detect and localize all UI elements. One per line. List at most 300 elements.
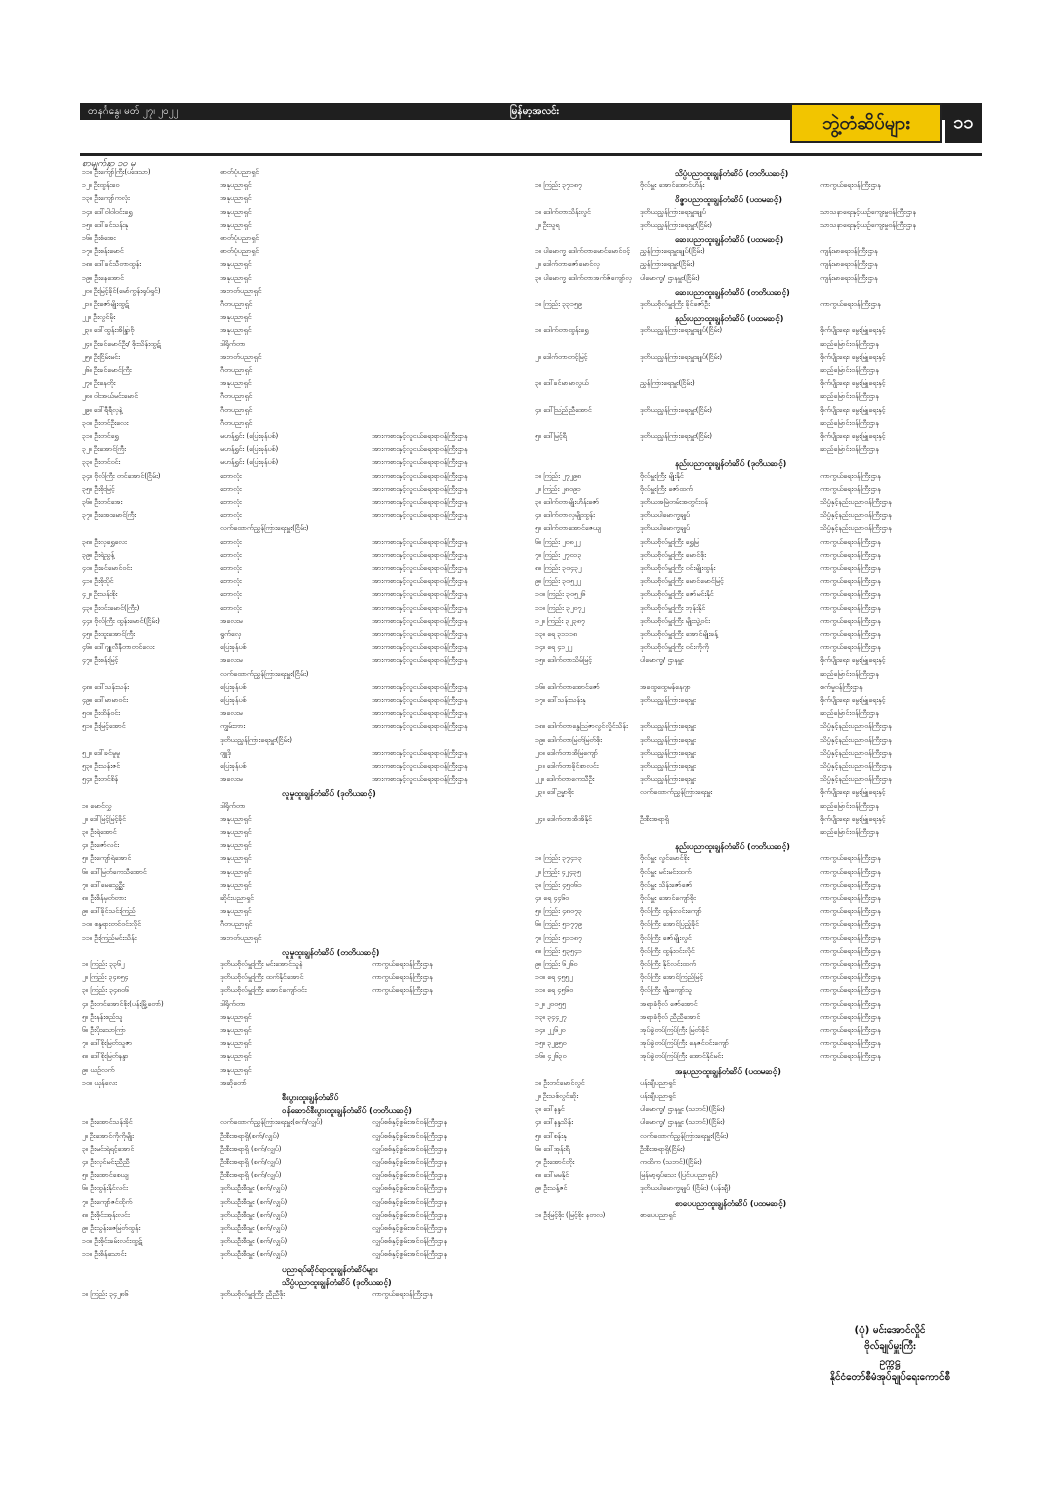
ministry-name: အားကစားနှင့်လူငယ်ရေးရာဝန်ကြီးဌာန	[372, 577, 468, 586]
position-title: ဒုတိယဦးစီးမှူး (စက်/လျှပ်)	[220, 1237, 288, 1246]
ministry-name: ကာကွယ်ရေးဝန်ကြီးဌာန	[372, 960, 433, 968]
recipient-name: ၇။ ဦးကျော်ဇင်ထိုက်	[82, 1197, 133, 1206]
position-title: ဗိုလ်ကြီး ဇော်မျိုးလွင်	[640, 933, 692, 942]
position-title: ပါမောက္ခ/ ဌာနမှူး	[640, 656, 684, 665]
position-title: လက်ထောက်ညွှန်ကြားရေးမှူး	[640, 788, 713, 797]
ministry-name: အားကစားနှင့်လူငယ်ရေးရာဝန်ကြီးဌာန	[372, 471, 468, 480]
ministry-name: ကာကွယ်ရေးဝန်ကြီးဌာန	[820, 577, 881, 586]
position-title: ဒုတိယဦးစီးမှူး (စက်/လျှပ်)	[220, 1224, 288, 1232]
recipient-name: ၅၀။ ဦးထိန်ဝင်း	[82, 709, 120, 718]
recipient-name: ၁၀။ ယုန်လေး	[82, 1078, 117, 1087]
position-title: အနုပညာရှင်	[220, 379, 252, 388]
ministry-name: ကာကွယ်ရေးဝန်ကြီးဌာန	[820, 946, 881, 955]
position-title: ဗိုလ်ကြီး မျိုးကျော်သူ	[640, 986, 692, 995]
category-heading: နည်းပညာထူးချွန်တံဆိပ် (ပထမဆင့်)	[675, 314, 784, 324]
recipient-name: ၁၀။ ရေ ၄၅၅၂	[535, 973, 573, 982]
recipient-name: ၅၂။ ဒေါ်ခင်မူမူ	[82, 748, 120, 757]
recipient-name: ၃၃။ ဦးတင်ဝင်း	[82, 458, 121, 467]
category-heading: စီးပွားထူးချွန်တံဆိပ်	[282, 1093, 339, 1102]
position-title: ဒုတိယဦးစီးမှူး (စက်/လျှပ်)	[220, 1250, 288, 1259]
recipient-name: ၁၆။ ဦးစံအေး	[82, 234, 116, 242]
recipient-name: ၉။ ကြည်း ၃၀၅၂၂	[535, 577, 581, 586]
recipient-name: ၄၀။ ဦးခင်မောင်ဝင်း	[82, 564, 132, 572]
ministry-name: ကျန်းမာရေးဝန်ကြီးဌာန	[820, 273, 878, 282]
position-title: အနုပညာရှင်	[220, 907, 252, 916]
recipient-name: ၁၁။ ဦးစိန်သောင်း	[82, 1250, 127, 1259]
recipient-name: ၅။ ဒေါက်တာအောင်ဇေယျ	[535, 524, 601, 533]
page-number: ၁၁	[945, 103, 982, 143]
category-heading: ဝိဇ္ဇာပညာထူးချွန်တံဆိပ် (ပထမဆင့်)	[675, 195, 783, 205]
recipient-name: ၁၅။ ဒေါ်ခင်သန်းနု	[82, 220, 129, 229]
recipient-name: ၁၂။ ဦးထွန်းဝေ	[82, 181, 120, 190]
position-title: ဂီတပညာရှင်	[220, 392, 253, 401]
recipient-name: ၅။ ကြည်း ၄၈၀၇၃	[535, 907, 582, 916]
recipient-name: ၁၆။ ၄၂၆၃၀	[535, 1052, 567, 1061]
ministry-name: စိုက်ပျိုးရေး၊ မွေးမြူရေးနှင့်	[820, 656, 886, 665]
recipient-name: ၂၃။ ဒေါ်ထွန်းအိန္ဒြာဗို	[82, 326, 135, 335]
recipient-name: ၆။ ကြည်း ၅၁၇၇၉	[535, 920, 582, 929]
recipient-name: ၃။ ဒေါ်ခင်မာမာလွယ်	[535, 379, 589, 388]
position-title: ဂီတပညာရှင်	[220, 418, 253, 427]
ministry-name: ကာကွယ်ရေးဝန်ကြီးဌာန	[820, 181, 881, 190]
ministry-name: ဆည်မြောင်းဝန်ကြီးဌာန	[820, 366, 879, 374]
recipient-name: ၅။ ဦးကျော်ရဲအောင်	[82, 854, 132, 863]
category-heading: ဆေးပညာထူးချွန်တံဆိပ် (တတိယဆင့်)	[675, 287, 790, 297]
position-title: အုပ်ခွဲတပ်ကြပ်ကြီး နေဇင်ဝင်းကျော်	[640, 1039, 729, 1048]
position-title: ဗိုလ်မှူး အောင်ကျော်စိုး	[640, 894, 696, 902]
position-title: ဒုတိယညွှန်ကြားရေးမှူး	[640, 762, 696, 770]
position-title: လက်ထောက်ညွှန်ကြားရေးမှူး(ငြိမ်း)	[220, 669, 309, 678]
position-title: ဒါရိုက်တာ	[220, 801, 246, 810]
recipient-name: ၁၄။ ရေ ၄၁၂၂	[535, 643, 573, 652]
ministry-name: သိပ္ပံနှင့်နည်းပညာဝန်ကြီးဌာန	[820, 498, 892, 506]
recipient-name: ၂။ ဦးအောင်ကိုကိုမျိုး	[82, 1131, 134, 1140]
recipient-name: ၂၁။ ဦးဇော်မျိုးထွဋ်	[82, 300, 129, 308]
ministry-name: ဆည်မြောင်းဝန်ကြီးဌာန	[820, 445, 879, 454]
recipient-name: ၁၁။ ဦးကြည်မင်းသိန်း	[82, 933, 137, 942]
recipient-name: ၂၈။ ဝါးအယ်မင်းမောင်	[82, 392, 139, 401]
ministry-name: အားကစားနှင့်လူငယ်ရေးရာဝန်ကြီးဌာန	[372, 630, 468, 638]
ministry-name: ကာကွယ်ရေးဝန်ကြီးဌာန	[820, 973, 881, 982]
ministry-name: စိုက်ပျိုးရေး၊ မွေးမြူရေးနှင့်	[820, 352, 886, 361]
ministry-name: အားကစားနှင့်လူငယ်ရေးရာဝန်ကြီးဌာန	[372, 458, 468, 467]
ministry-name: စိုက်ပျိုးရေး၊ မွေးမြူရေးနှင့်	[820, 379, 886, 388]
recipient-name: ၈။ ဒေါ်မမနိုင်	[535, 1171, 570, 1180]
section-title-box	[790, 103, 942, 143]
position-title: ပြေးခုန်ပစ်	[220, 696, 247, 704]
position-title: အရာခံဗိုလ် ဇော်အောင်	[640, 999, 698, 1008]
ministry-name: ဆည်မြောင်းဝန်ကြီးဌာန	[820, 801, 879, 810]
position-title: ဒုတိယဗိုလ်မှူးကြီး ရွှေမြ	[640, 537, 699, 546]
signature-council: နိုင်ငံတော်စီမံအုပ်ချုပ်ရေးကောင်စီ	[829, 1372, 951, 1383]
ministry-name: ဆည်မြောင်းဝန်ကြီးဌာန	[820, 392, 879, 401]
ministry-name: သိပ္ပံနှင့်နည်းပညာဝန်ကြီးဌာန	[820, 735, 892, 744]
recipient-name: ၃၈။ ဦးလှရွှေလေး	[82, 537, 127, 546]
recipient-name: ၃။ ကြည်း ၄၅၀၆၁	[535, 880, 582, 889]
recipient-name: ၁။ ဦးတင်မောင်လွင်	[535, 1078, 585, 1087]
ministry-name: လျှပ်စစ်နှင့်စွမ်းအင်ဝန်ကြီးဌာန	[372, 1118, 448, 1127]
signature-title: ဥက္ကဋ္ဌ	[879, 1357, 901, 1368]
recipient-name: ၂။ ကြည်း ၄၂၄၃၅	[535, 867, 581, 876]
recipient-name: ၂။ ဒေါက်တာတင့်မြင့်	[535, 352, 588, 361]
position-title: ဘောလုံး	[220, 603, 242, 612]
position-title: အဘတ်ပညာရှင်	[220, 286, 262, 295]
recipient-name: ၅၁။ ဦးမြင့်အောင်	[82, 722, 126, 731]
recipient-name: ၄။ ဒေါက်တာလှမျိုးထွန်း	[535, 511, 595, 520]
recipient-name: ၁၂။ ၂၀၀၅၅	[535, 999, 566, 1008]
position-title: အဘတ်ပညာရှင်	[220, 933, 262, 942]
ministry-name: လျှပ်စစ်နှင့်စွမ်းအင်ဝန်ကြီးဌာန	[372, 1237, 448, 1246]
recipient-name: ၁၀။ စန္ဒရားတင်ဝင်းလိုင်	[82, 920, 142, 929]
position-title: ဦးစီးအရာရှိ (စက်/လျှပ်)	[220, 1158, 282, 1166]
ministry-name: လျှပ်စစ်နှင့်စွမ်းအင်ဝန်ကြီးဌာန	[372, 1158, 448, 1166]
recipient-name: ၃၂။ ဦးအောင်ကြီး	[82, 445, 126, 454]
ministry-name: ကာကွယ်ရေးဝန်ကြီးဌာန	[820, 603, 881, 612]
position-title: ဒုတိယညွှန်ကြားရေးမှူး	[640, 775, 696, 784]
category-heading: ဆေးပညာထူးချွန်တံဆိပ် (ပထမဆင့်)	[675, 235, 784, 244]
position-title: အနုပညာရှင်	[220, 1065, 252, 1074]
recipient-name: ၁။ ကြည်း ၃၃၁၅၉	[535, 300, 582, 308]
recipient-name: ၂၃။ ဒေါ်ဥမ္မာစိုး	[535, 788, 574, 797]
recipient-name: ၄။ ဦးလှင်မင်းညီညီ	[82, 1158, 130, 1166]
position-title: ဗိုလ်မှူး အောင်အောင်ဟိန်း	[640, 181, 705, 190]
recipient-name: ၃။ ပါမောက္ခ ဒေါက်တာအက်ဇ်ကျော်လှ	[535, 273, 632, 282]
recipient-name: ၉။ ယဉ်လက်	[82, 1065, 115, 1074]
recipient-name: ၁။ ကြည်း ၃၇၄၁၃	[535, 854, 582, 863]
position-title: စာပေပညာရှင်	[640, 1210, 677, 1219]
ministry-name: သိပ္ပံနှင့်နည်းပညာဝန်ကြီးဌာန	[820, 524, 892, 533]
position-title: အနုပညာရှင်	[220, 1052, 252, 1061]
recipient-name: ၈။ ဒေါ်စိုးမြတ်နန္ဒာ	[82, 1052, 129, 1061]
position-title: ဘောလုံး	[220, 484, 242, 493]
ministry-name: လျှပ်စစ်နှင့်စွမ်းအင်ဝန်ကြီးဌာန	[372, 1131, 448, 1140]
position-title: ဘောလုံး	[220, 511, 242, 520]
position-title: ဘောလုံး	[220, 564, 242, 572]
position-title: ဗိုလ်မှူး သိန်းဇော်ဇော်	[640, 880, 693, 889]
ministry-name: ကာကွယ်ရေးဝန်ကြီးဌာန	[820, 960, 881, 968]
ministry-name: ကာကွယ်ရေးဝန်ကြီးဌာန	[820, 1052, 881, 1061]
recipient-name: ၂၉။ ဒေါ်ရီရီလှနဲ့	[82, 405, 123, 414]
position-title: ဒုတိယဗိုလ်မှူးကြီး မောင်စိုး	[640, 550, 706, 559]
position-title: ဒုတိယညွှန်ကြားရေးမှူး(ငြိမ်း)	[220, 735, 293, 744]
ministry-name: လျှပ်စစ်နှင့်စွမ်းအင်ဝန်ကြီးဌာန	[372, 1210, 448, 1219]
position-title: ဗိုလ်မှူး မင်းမင်းထက်	[640, 867, 692, 876]
position-title: အနုပညာရှင်	[220, 880, 252, 889]
ministry-name: စိုက်ပျိုးရေး၊ မွေးမြူရေးနှင့်	[820, 788, 886, 797]
category-heading: လူမှုထူးချွန်တံဆိပ် (တတိယဆင့်)	[282, 947, 380, 957]
category-heading: နည်းပညာထူးချွန်တံဆိပ် (ဒုတိယဆင့်)	[675, 459, 787, 469]
recipient-name: ၁၅။ ဒေါက်တာသိမ်မြင့်	[535, 656, 592, 665]
position-title: အနုပညာရှင်	[220, 1012, 252, 1021]
ministry-name: ကာကွယ်ရေးဝန်ကြီးဌာန	[820, 643, 881, 652]
recipient-name: ၄၆။ ဒေါ်ဂျူလီနီတာတင်လေး	[82, 643, 155, 652]
position-title: ဒုတိယဗိုလ်မှူးကြီး အောင်မျိုးခန့်	[640, 630, 718, 638]
recipient-name: ၁၃။ ဦးကျော်ကလုံး	[82, 194, 130, 203]
ministry-name: အားကစားနှင့်လူငယ်ရေးရာဝန်ကြီးဌာန	[372, 511, 468, 520]
recipient-name: ၁။ ဦးအောင်သန်းခိုင်	[82, 1118, 133, 1127]
position-title: ဒုတိယဗိုလ်မှူးကြီး မျိုးသွဲ့ဝင်း	[640, 616, 710, 625]
position-title: အနုပညာရှင်	[220, 273, 252, 282]
ministry-name: ဆည်မြောင်းဝန်ကြီးဌာန	[820, 669, 879, 678]
ministry-name: သိပ္ပံနှင့်နည်းပညာဝန်ကြီးဌာန	[820, 748, 892, 757]
signature-name: (ပုံ) မင်းအောင်လှိုင်	[854, 1325, 926, 1336]
position-title: ဓာတ်ပုံပညာရှင်	[220, 247, 260, 256]
position-title: ပြေးခုန်ပစ်	[220, 682, 247, 691]
recipient-name: ၅။ ဒေါ်မြင့်ရီ	[535, 432, 567, 440]
position-title: ပြေးခုန်ပစ်	[220, 643, 247, 652]
position-title: အနုပညာရှင်	[220, 194, 252, 203]
ministry-name: ကာကွယ်ရေးဝန်ကြီးဌာန	[820, 867, 881, 876]
position-title: အထွေထွေမန်နေဂျာ	[640, 682, 691, 691]
position-title: အနုပညာရှင်	[220, 326, 252, 335]
ministry-name: အားကစားနှင့်လူငယ်ရေးရာဝန်ကြီးဌာန	[372, 550, 468, 559]
ministry-name: ကျန်းမာရေးဝန်ကြီးဌာန	[820, 247, 878, 256]
position-title: ဒုတိယညွှန်ကြားရေးမှူး	[640, 696, 696, 704]
recipient-name: ၂။ ကြည်း ၃၄၈၅၄	[82, 973, 129, 982]
recipient-name: ၂၄။ ဒေါက်တာအိအိနိုင်	[535, 814, 593, 823]
position-title: အနုပညာရှင်	[220, 1026, 252, 1034]
recipient-name: ၆။ ဦးထွန်းနိုင်လင်း	[82, 1184, 128, 1193]
position-title: ဦးစီးအရာရှိ(ငြိမ်း)	[640, 1144, 686, 1153]
ministry-name: လျှပ်စစ်နှင့်စွမ်းအင်ဝန်ကြီးဌာန	[372, 1171, 448, 1180]
recipient-name: ၃၀။ ဦးတင်ဦးလေး	[82, 418, 129, 427]
position-title: ဒါရိုက်တာ	[220, 339, 246, 348]
recipient-name: ၁၃။ ရေ ၃၁၁၁၈	[535, 630, 578, 638]
position-title: အနုပညာရှင်	[220, 207, 252, 216]
ministry-name: ကာကွယ်ရေးဝန်ကြီးဌာန	[372, 973, 433, 982]
recipient-name: ၁၄။ ၂၂၆၂၀	[535, 1026, 566, 1034]
signature-rank: ဗိုလ်ချုပ်မှူးကြီး	[864, 1341, 916, 1352]
recipient-name: ၁။ ကြည်း ၃၃၆၂	[82, 960, 125, 968]
position-title: ဂီတပညာရှင်	[220, 920, 253, 929]
ministry-name: အားကစားနှင့်လူငယ်ရေးရာဝန်ကြီးဌာန	[372, 748, 468, 757]
recipient-name: ၃။ ဒေါ်နန္ဒင်	[535, 1105, 565, 1114]
position-title: ဒုတိယဗိုလ်မှူးကြီး ခိုင်ဇော်ဦး	[640, 300, 710, 308]
recipient-name: ၈။ ကြည်း ၅၃၅၄၁	[535, 946, 582, 955]
position-title: ဒုတိယဗိုလ်မှူးကြီး ဝင်းကိုကို	[640, 643, 709, 652]
position-title: ပန်းချီပညာရှင်	[640, 1078, 676, 1087]
ministry-name: သိပ္ပံနှင့်နည်းပညာဝန်ကြီးဌာန	[820, 762, 892, 770]
position-title: ဓာတ်ပုံပညာရှင်	[220, 168, 260, 176]
position-title: ကထိက (သဘင်)(ငြိမ်း)	[640, 1158, 702, 1166]
position-title: ဒုတိယဗိုလ်မှူးကြီး ဘုန်းနိုင်	[640, 603, 706, 612]
category-heading: အနုပညာထူးချွန်တံဆိပ် (ပထမဆင့်)	[675, 1066, 781, 1076]
ministry-name: လျှပ်စစ်နှင့်စွမ်းအင်ဝန်ကြီးဌာန	[372, 1250, 448, 1259]
recipient-name: ၁။ ကြည်း ၃၄၂၈၆	[82, 1290, 129, 1298]
recipient-name: ၇။ ဒေါ်မေသွေဥ္ဘီး	[82, 880, 125, 889]
position-title: အနုပညာရှင်	[220, 1039, 252, 1048]
category-heading: စာပေပညာထူးချွန်တံဆိပ် (ပထမဆင့်)	[675, 1198, 787, 1208]
position-title: မဟန်ရွှင်း (ပြေးခုန်ပစ်)	[220, 458, 279, 467]
position-title: မြန်မာ့ရုပ်သေး (ပြင်ပပညာရှင်)	[640, 1171, 719, 1180]
ministry-name: အားကစားနှင့်လူငယ်ရေးရာဝန်ကြီးဌာန	[372, 498, 468, 506]
position-title: အနုပညာရှင်	[220, 814, 252, 823]
category-heading: သိပ္ပံပညာထူးချွန်တံဆိပ် (ဒုတိယဆင့်)	[282, 1277, 392, 1287]
recipient-name: ၂၀။ ဒေါက်တာအိမြကျော်	[535, 748, 598, 757]
ministry-name: ကာကွယ်ရေးဝန်ကြီးဌာန	[820, 894, 881, 902]
section-title: ဘွဲ့တံဆိပ်များ	[822, 113, 910, 134]
position-title: ညွှန်ကြားရေးမှူး(ငြိမ်း)	[640, 379, 695, 388]
ministry-name: သာသနာရေးနှင့်ယဉ်ကျေးမှုဝန်ကြီးဌာန	[820, 207, 916, 216]
ministry-name: သိပ္ပံနှင့်နည်းပညာဝန်ကြီးဌာန	[820, 775, 892, 784]
recipient-name: ၄၈။ ဒေါ်သန်းသန်း	[82, 682, 129, 691]
ministry-name: ကာကွယ်ရေးဝန်ကြီးဌာန	[820, 920, 881, 929]
recipient-name: ၁၁။ ဦးကျော်ကြီး(ပဒေသာ)	[82, 168, 151, 176]
recipient-name: ၅။ ဦးအောင်စေယျ	[82, 1171, 129, 1180]
position-title: ဒုတိယဗိုလ်မှူးကြီး ဝင်းမျိုးထွန်း	[640, 564, 716, 572]
position-title: ဗိုလ်မှူးကြီး မျိုးနိုင်	[640, 471, 684, 480]
recipient-name: ၁၀။ ဦးစိုင်းခမ်းလင်းထွဋ်	[82, 1237, 143, 1246]
recipient-name: ၁၇။ ဦးစန်းမောင်	[82, 247, 124, 256]
ministry-name: အားကစားနှင့်လူငယ်ရေးရာဝန်ကြီးဌာန	[372, 445, 468, 454]
recipient-name: ၁၁။ ကြည်း ၃၂၀၇၂	[535, 603, 585, 612]
ministry-name: အားကစားနှင့်လူငယ်ရေးရာဝန်ကြီးဌာန	[372, 656, 468, 665]
position-title: ဒုတိယညွှန်ကြားရေးမှူး(ငြိမ်း)	[640, 405, 713, 414]
recipient-name: ၁၉။ ဦးနေအောင်	[82, 273, 125, 282]
position-title: ဒုတိယညွှန်ကြားရေးမှူးချုပ်(ငြိမ်း)	[640, 352, 723, 361]
category-heading: နည်းပညာထူးချွန်တံဆိပ် (တတိယဆင့်)	[675, 842, 790, 852]
recipient-name: ၅။ ဦးနန်းစည်သူ	[82, 1012, 123, 1021]
recipient-name: ၉။ ကြည်း ၆၂၆၀	[535, 960, 578, 968]
position-title: ဒုတိယပါမောက္ခချုပ်	[640, 524, 691, 533]
position-title: လက်ထောက်ညွှန်ကြားရေးမှူး(စက်/လျှပ်)	[220, 1118, 323, 1127]
position-title: ပါမောက္ခ/ ဌာနမှူး(ငြိမ်း)	[640, 273, 700, 282]
recipient-name: ၉။ ဦးသန့်ဇင်	[535, 1184, 568, 1193]
recipient-name: ၂၂။ ဦးလွင်မိုး	[82, 313, 116, 322]
recipient-name: ၈။ ဦးစိန်မှတ်တား	[82, 894, 126, 902]
category-heading: ပညာရပ်ဆိုင်ရာထူးချွန်တံဆိပ်များ	[282, 1264, 378, 1274]
position-title: ဒုတိယဦးစီးမှူး (စက်/လျှပ်)	[220, 1210, 288, 1219]
ministry-name: ဆည်မြောင်းဝန်ကြီးဌာန	[820, 339, 879, 348]
recipient-name: ၇။ ကြည်း ၅၁၁၈၇	[535, 933, 582, 942]
recipient-name: ၁။ ဒေါက်တာသိန်းလွင်	[535, 207, 591, 216]
recipient-name: ၈။ ကြည်း ၃၀၄၃၂	[535, 564, 582, 572]
recipient-name: ၁၈။ ဒေါက်တာနွေဩဇာလွင်လှိုင်သိန်း	[535, 722, 628, 731]
position-title: ဒါရိုက်တာ	[220, 999, 246, 1008]
position-title: ဒုတိယညွှန်ကြားရေးမှူး(ငြိမ်း)	[640, 432, 713, 440]
recipient-name: ၁၆။ ဒေါက်တာအောင်ဇော်	[535, 682, 600, 691]
position-title: ဒုတိယဗိုလ်မှူးကြီး မောင်မောင်မြင့်	[640, 577, 724, 586]
position-title: ဗိုလ်ကြီး အောင်ကြည်မြင့်	[640, 973, 704, 982]
ministry-name: ကာကွယ်ရေးဝန်ကြီးဌာန	[820, 537, 881, 546]
recipient-name: ၂။ ဦးသူရ	[535, 220, 560, 229]
ministry-name: အားကစားနှင့်လူငယ်ရေးရာဝန်ကြီးဌာန	[372, 590, 468, 599]
recipient-name: ၆။ ဒေါ်အုန်းရီ	[535, 1144, 570, 1153]
ministry-name: အားကစားနှင့်လူငယ်ရေးရာဝန်ကြီးဌာန	[372, 643, 468, 652]
position-title: ဘောလုံး	[220, 550, 242, 559]
recipient-name: ၁၂။ ကြည်း ၃၂၃၈၇	[535, 616, 585, 625]
recipient-name: ၄။ ဦးတင်အောင်စိုး(ပန်းမြို့တော်)	[82, 999, 164, 1008]
position-title: ဒုတိယညွှန်ကြားရေးမှူး	[640, 722, 696, 731]
recipient-name: ၄၂။ ဦးသန်းစိုး	[82, 590, 118, 599]
newspaper-name: မြန်မာ့အလင်း	[510, 106, 560, 117]
recipient-name: ၇။ ဦးအောင်တိုး	[535, 1158, 575, 1166]
position-title: ဦးစီးအရာရှိ (စက်/လျှပ်)	[220, 1171, 282, 1180]
position-title: ဂျူဒို	[220, 748, 231, 757]
category-heading: ဝန်ဆောင်စီးပွားထူးချွန်တံဆိပ် (တတိယဆင့်)	[282, 1106, 412, 1116]
position-title: ဒုတိယညွှန်ကြားရေးမှူး	[640, 748, 696, 757]
position-title: ဒုတိယပါမောက္ခချုပ်	[640, 511, 691, 520]
recipient-name: ၄၃။ ဦးဝင်းမောင်(ကြီး)	[82, 603, 140, 612]
recipient-name: ၂။ ဒေါ်မြင့်မြင့်ခိုင်	[82, 814, 127, 823]
position-title: ဦးစီးအရာရှိ	[640, 814, 669, 823]
position-title: ညွှန်ကြားရေးမှူးချုပ်(ငြိမ်း)	[640, 247, 705, 256]
position-title: ဘောလုံး	[220, 577, 242, 586]
recipient-name: ၅၃။ ဦးသန်းဇင်	[82, 762, 121, 770]
recipient-name: ၃၁။ ဦးတင်ရွှေ	[82, 432, 119, 440]
recipient-name: ၂၅။ ဦးငြိမ်းမင်း	[82, 352, 120, 361]
position-title: ဗိုလ်မှူး လွင်မောင်စိုး	[640, 854, 690, 863]
ministry-name: ကာကွယ်ရေးဝန်ကြီးဌာန	[820, 616, 881, 625]
ministry-name: ကာကွယ်ရေးဝန်ကြီးဌာန	[820, 590, 881, 599]
ministry-name: ကာကွယ်ရေးဝန်ကြီးဌာန	[820, 854, 881, 863]
recipient-name: ၄၄။ ဗိုလ်ကြီး ထွန်းမောင်(ငြိမ်း)	[82, 616, 160, 625]
position-title: ညွှန်ကြားရေးမှူး(ငြိမ်း)	[640, 260, 695, 269]
position-title: ဒုတိယဗိုလ်မှူးကြီး ဇော်မင်းနိုင်	[640, 590, 714, 599]
ministry-name: သိပ္ပံနှင့်နည်းပညာဝန်ကြီးဌာန	[820, 722, 892, 731]
ministry-name: ကာကွယ်ရေးဝန်ကြီးဌာန	[820, 986, 881, 995]
position-title: အလေးမ	[220, 656, 243, 665]
ministry-name: ကာကွယ်ရေးဝန်ကြီးဌာန	[820, 880, 881, 889]
recipient-name: ၂။ ကြည်း ၂၈၀၉၁	[535, 484, 581, 493]
ministry-name: ကာကွယ်ရေးဝန်ကြီးဌာန	[820, 999, 881, 1008]
position-title: ဒုတိယဦးစီးမှူး (စက်/လျှပ်)	[220, 1197, 288, 1206]
recipient-name: ၂၂။ ဒေါက်တာကေသီဦး	[535, 775, 595, 784]
position-title: ဒုတိယပါမောက္ခချုပ် (ငြိမ်း) (ပန်းချီ)	[640, 1184, 731, 1193]
recipient-name: ၁၃။ ၃၄၄၂၇	[535, 1012, 567, 1021]
recipient-name: ၄၁။ ဦးစိုးပိုင်	[82, 577, 114, 586]
ministry-name: ဆည်မြောင်းဝန်ကြီးဌာန	[820, 828, 879, 836]
ministry-name: စိုက်ပျိုးရေး၊ မွေးမြူရေးနှင့်	[820, 814, 886, 823]
recipient-name: ၂။ ဒေါက်တာဇော်မောင်လှ	[535, 260, 600, 269]
recipient-name: ၂၇။ ဦးနေတိုး	[82, 379, 116, 388]
ministry-name: ကာကွယ်ရေးဝန်ကြီးဌာန	[820, 300, 881, 308]
recipient-name: ၂။ ဦးသစ်လွင်ဆိုး	[535, 1092, 579, 1100]
ministry-name: စိုက်ပျိုးရေး၊ မွေးမြူရေးနှင့်	[820, 696, 886, 704]
recipient-name: ၃၄။ ဗိုလ်ကြီး တင်အောင်(ငြိမ်း)	[82, 471, 161, 480]
ministry-name: အားကစားနှင့်လူငယ်ရေးရာဝန်ကြီးဌာန	[372, 709, 468, 718]
position-title: ဘောလုံး	[220, 537, 242, 546]
recipient-name: ၆။ ဦးပိုးသောကြာ	[82, 1026, 126, 1034]
position-title: မဟန်ရွှင်း (ပြေးခုန်ပစ်)	[220, 432, 279, 440]
position-title: မဟန်ရွှင်း (ပြေးခုန်ပစ်)	[220, 445, 279, 454]
position-title: ဦးစီးအရာရှိ(စက်/လျှပ်)	[220, 1131, 280, 1140]
position-title: ဗိုလ်ကြီး နိုင်လင်းထက်	[640, 960, 696, 968]
position-title: လက်ထောက်ညွှန်ကြားရေးမှူး(ငြိမ်း)	[220, 524, 309, 533]
position-title: အဆိုတော်	[220, 1078, 247, 1087]
ministry-name: အားကစားနှင့်လူငယ်ရေးရာဝန်ကြီးဌာန	[372, 696, 468, 704]
recipient-name: ၁၄။ ဒေါ်ဝါဝါဝင်းရွှေ	[82, 207, 133, 216]
position-title: ဒုတိယဗိုလ်မှူးကြီး ညီညီဖိုး	[220, 1290, 285, 1298]
ministry-name: လျှပ်စစ်နှင့်စွမ်းအင်ဝန်ကြီးဌာန	[372, 1224, 448, 1232]
ministry-name: အားကစားနှင့်လူငယ်ရေးရာဝန်ကြီးဌာန	[372, 537, 468, 546]
recipient-name: ၁၀။ ကြည်း ၃၀၅၂၆	[535, 590, 586, 599]
header-divider	[80, 153, 982, 156]
position-title: ပါမောက္ခ/ ဌာနမှူး (သဘင်)(ငြိမ်း)	[640, 1118, 725, 1127]
ministry-name: စက်မှုဝန်ကြီးဌာန	[820, 682, 863, 691]
recipient-name: ၃၆။ ဦးတင်အေး	[82, 498, 123, 506]
recipient-name: ၇။ ကြည်း ၂၇၀၁၃	[535, 550, 582, 559]
position-title: အနုပညာရှင်	[220, 854, 252, 863]
ministry-name: သာသနာရေးနှင့်ယဉ်ကျေးမှုဝန်ကြီးဌာန	[820, 220, 916, 229]
recipient-name: ၄၉။ ဒေါ်မာမာဝင်း	[82, 696, 128, 704]
position-title: ဘောလုံး	[220, 471, 242, 480]
position-title: အရာခံဗိုလ် ညီညီအောင်	[640, 1012, 701, 1021]
ministry-name: ဆည်မြောင်းဝန်ကြီးဌာန	[820, 418, 879, 427]
recipient-name: ၅။ ဒေါ်စန်းနု	[535, 1131, 567, 1140]
category-heading: သိပ္ပံပညာထူးချွန်တံဆိပ် (တတိယဆင့်)	[675, 169, 789, 178]
ministry-name: ကာကွယ်ရေးဝန်ကြီးဌာန	[820, 1026, 881, 1034]
